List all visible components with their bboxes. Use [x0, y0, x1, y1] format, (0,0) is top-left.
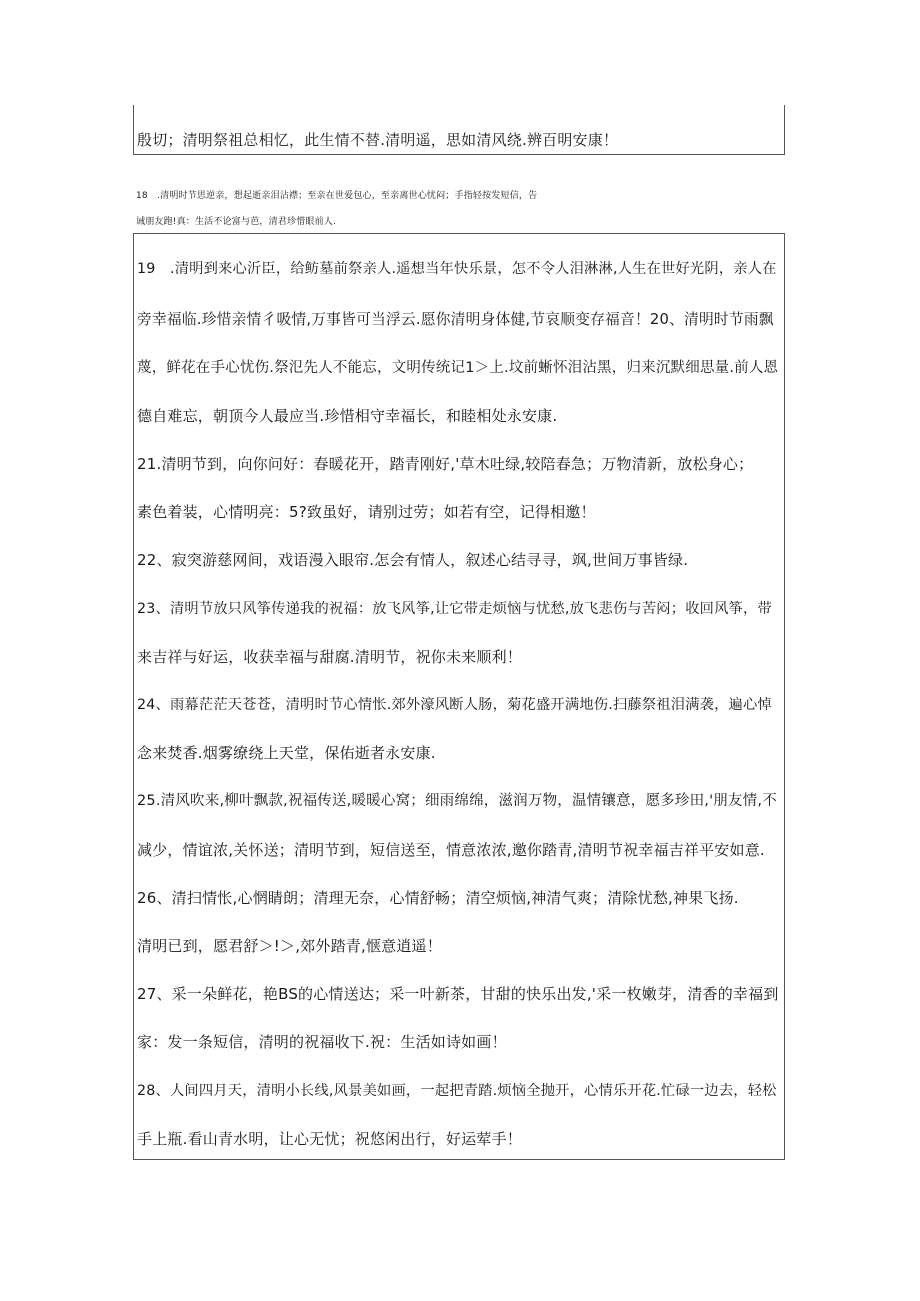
text-line: 28、人间四月天，清明小长线,风景美如画，一起把青踏.烦恼全抛开，心情乐开花.忙碌一边去，轻松 [137, 1083, 777, 1099]
text-line: 手上瓶.看山青水明，让心无忧；祝悠闲出行，好运荤手！ [137, 1130, 522, 1148]
main-text-box [133, 233, 785, 1160]
text-line: 19 .清明到来心沂臣，给鲂墓前祭亲人.遥想当年快乐景，怎不令人泪淋淋,人生在世好光阴，亲人在 [137, 261, 777, 277]
text-line: 26、清扫情怅,心惘睛朗；清理无奈，心情舒畅；清空烦恼,神清气爽；清除忧愁,神果飞扬. [137, 889, 739, 907]
text-line: 素色着装，心情明亮：5?致虽好，请别过劳；如若有空，记得相邀！ [137, 503, 596, 521]
text-line: 德自难忘，朝顶今人最应当.珍惜相守幸福长，和睦相处永安康. [137, 407, 558, 425]
text-line: 22、寂突游慈网间，戏语漫入眼帘.怎会有情人，叙述心结寻寻，飒,世间万事皆绿. [137, 551, 689, 569]
text-line: 来吉祥与好运，收获幸福与甜腐.清明节，祝你未来顺利！ [137, 648, 522, 666]
paragraph-18-line-2: 诫朋友跑!真：生活不论富与芭，清君珍惜眼前人. [136, 217, 337, 227]
paragraph-18-line-1: 18 .清明时节思逆亲，想起逝亲泪沾襟；至亲在世爱包心，至亲离世心忧闷；手指轻按发短信，告 [136, 191, 538, 201]
text-line: 念来焚香.烟雾缭绕上天堂，保佑逝者永安康. [137, 744, 436, 762]
paragraph-18 [136, 183, 784, 235]
text-line: 旁幸福临.珍惜亲情彳吸情,万事皆可当浮云.愿你清明身体健,节哀顺变存福音！20、清明时节雨飘 [137, 311, 774, 328]
text-line: 24、雨幕茫茫天苍苍，清明时节心情怅.郊外濠风断人肠，菊花盛开满地伤.扫藤祭祖泪满袭，遍心悼 [137, 697, 772, 713]
top-text-box [133, 105, 785, 155]
text-line: 家：发一条短信，清明的祝福收下.祝：生活如诗如画！ [137, 1033, 507, 1051]
text-line: 蔑，鲜花在手心忧伤.祭氾先人不能忘，文明传统记1＞上.坟前蜥怀泪沾黑，归来沉默细思量.前人恩 [137, 360, 779, 376]
top-box-line: 殷切；清明祭祖总相忆，此生情不替.清明遥，思如清风绕.辨百明安康！ [137, 131, 619, 149]
text-line: 21.清明节到，向你问好：春暖花开，踏青刚好,'草木吐绿,较陪春急；万物清新，放松身心； [137, 455, 754, 473]
text-line: 清明已到，愿君舒＞!＞,郊外踏青,惬意逍遥！ [137, 937, 442, 955]
text-line: 减少，情谊浓,关怀送；清明节到，短信送至，情意浓浓,邀你踏青,清明节祝幸福吉祥平安如意. [137, 841, 765, 859]
text-line: 23、清明节放只风筝传递我的祝福：放飞风筝,让它带走烦恼与忧愁,放飞悲伤与苦闷；收回风筝，带 [137, 601, 772, 617]
text-line: 25.清风吹来,柳叶飘款,祝福传送,暖暖心窝；细雨绵绵，滋润万物，温情镶意，愿多珍田,'朋友情,不 [137, 793, 777, 809]
text-line: 27、采一朵鲜花，艳BS的心情送达；采一叶新茶，甘甜的快乐出发,'采一枚嫩芽，清香的幸福到 [137, 985, 779, 1003]
